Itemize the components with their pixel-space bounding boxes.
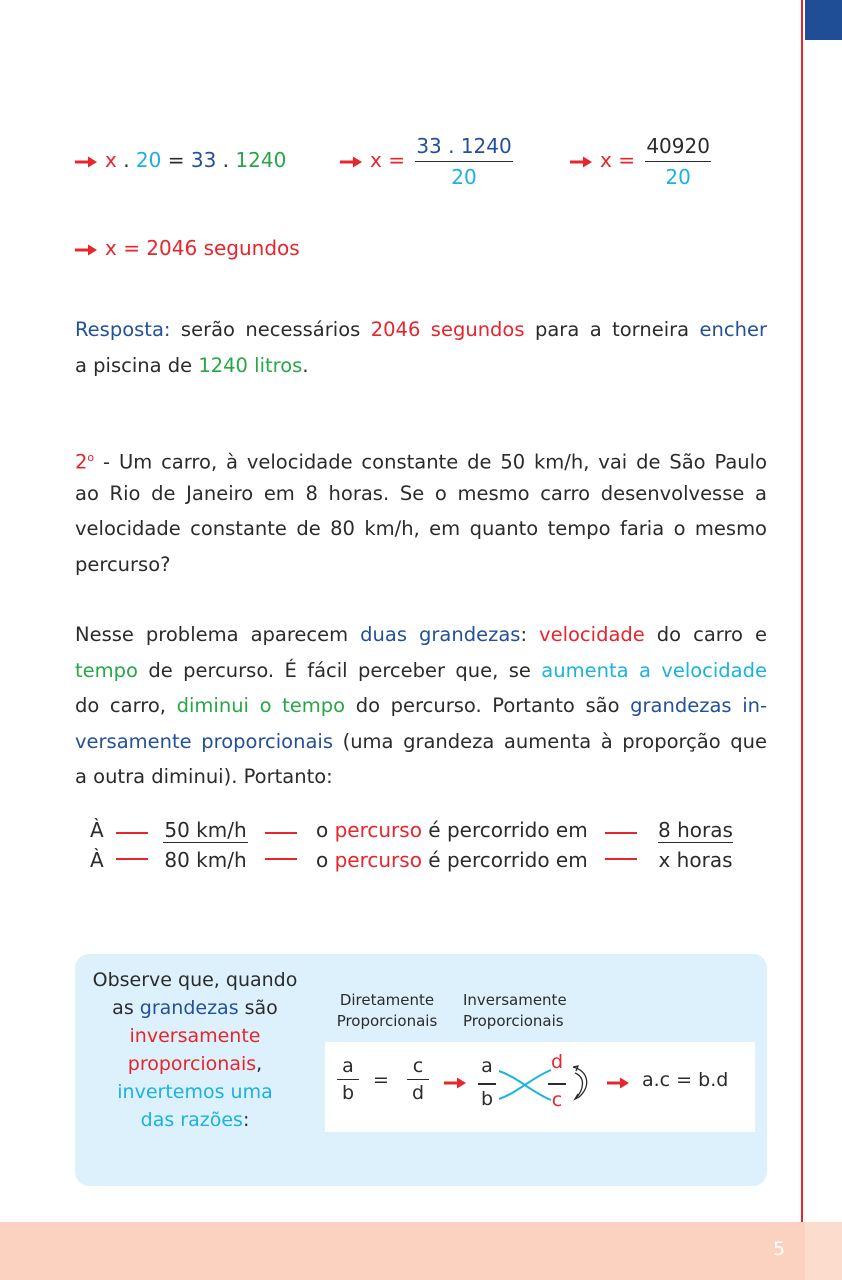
problem-statement: 2$^o$ - Um carro, à velocidade constante de 50 km/h, vai de São Paulo ao Rio de Janeiro em 8 horas. Se o mesmo carro desenvolvesse a velocidade constante de 80 km/h, em quanto tempo faria o mesmo percurso? (75, 450, 767, 576)
dash (116, 832, 148, 834)
proportion-row-2: À 80 km/h o percurso é percorrido em x horas (90, 848, 733, 872)
formula: $\frac{a}{b}$ = $\frac{c}{d}$ a b d c a.c = b.d (337, 1055, 757, 1125)
corner-tab (805, 0, 842, 40)
swap-arrows-icon (569, 1063, 597, 1107)
fraction-bar (478, 1083, 496, 1085)
arrow-icon (570, 156, 592, 168)
proportion-row-1: À 50 km/h o percurso é percorrido em 8 horas (90, 818, 733, 842)
fraction: $\frac{33 . 1240}{20}$ (416, 134, 512, 189)
dash (265, 858, 297, 860)
page-number: 5 (772, 1238, 786, 1260)
dash (116, 858, 148, 860)
dash (605, 858, 637, 860)
footer-band-right (805, 1222, 842, 1280)
margin-rule (801, 0, 803, 1280)
arrow-icon (607, 1077, 629, 1089)
dash (265, 832, 297, 834)
arrow-icon (75, 156, 97, 168)
fraction: $\frac{40920}{20}$ (646, 134, 710, 189)
callout-text: Observe que, quando as grandezas são inversamente proporcionais, invertemos uma das razões: (92, 969, 298, 1131)
cross-icon (497, 1067, 553, 1103)
equation-1: x . 20 = 33 . 1240 (75, 147, 286, 173)
equation-result: x = 2046 segundos (75, 235, 300, 261)
footer-band (0, 1222, 842, 1280)
label-direct: Diretamente Proporcionais (336, 991, 438, 1030)
equation-2: x = $\frac{33 . 1240}{20}$ (340, 133, 513, 190)
arrow-icon (340, 156, 362, 168)
label-inverse: Inversamente Proporcionais (463, 991, 567, 1030)
equation-3: x = $\frac{40920}{20}$ (570, 133, 711, 190)
explanation-paragraph: Nesse problema aparecem duas grandezas: velocidade do carro e tempo de percurso. É fácil perceber que, se aumenta a velocidade do carro, diminui o tempo do percurso. Portanto são grandezas in- versamente proporcionais (uma grandeza aumenta à proporção que a outra diminui). Portanto: (75, 623, 768, 788)
arrow-icon (75, 244, 97, 256)
dash (605, 832, 637, 834)
arrow-icon (444, 1077, 466, 1089)
answer-paragraph: Resposta: serão necessários 2046 segundos para a torneira encher a piscina de 1240 litros. (75, 318, 767, 377)
